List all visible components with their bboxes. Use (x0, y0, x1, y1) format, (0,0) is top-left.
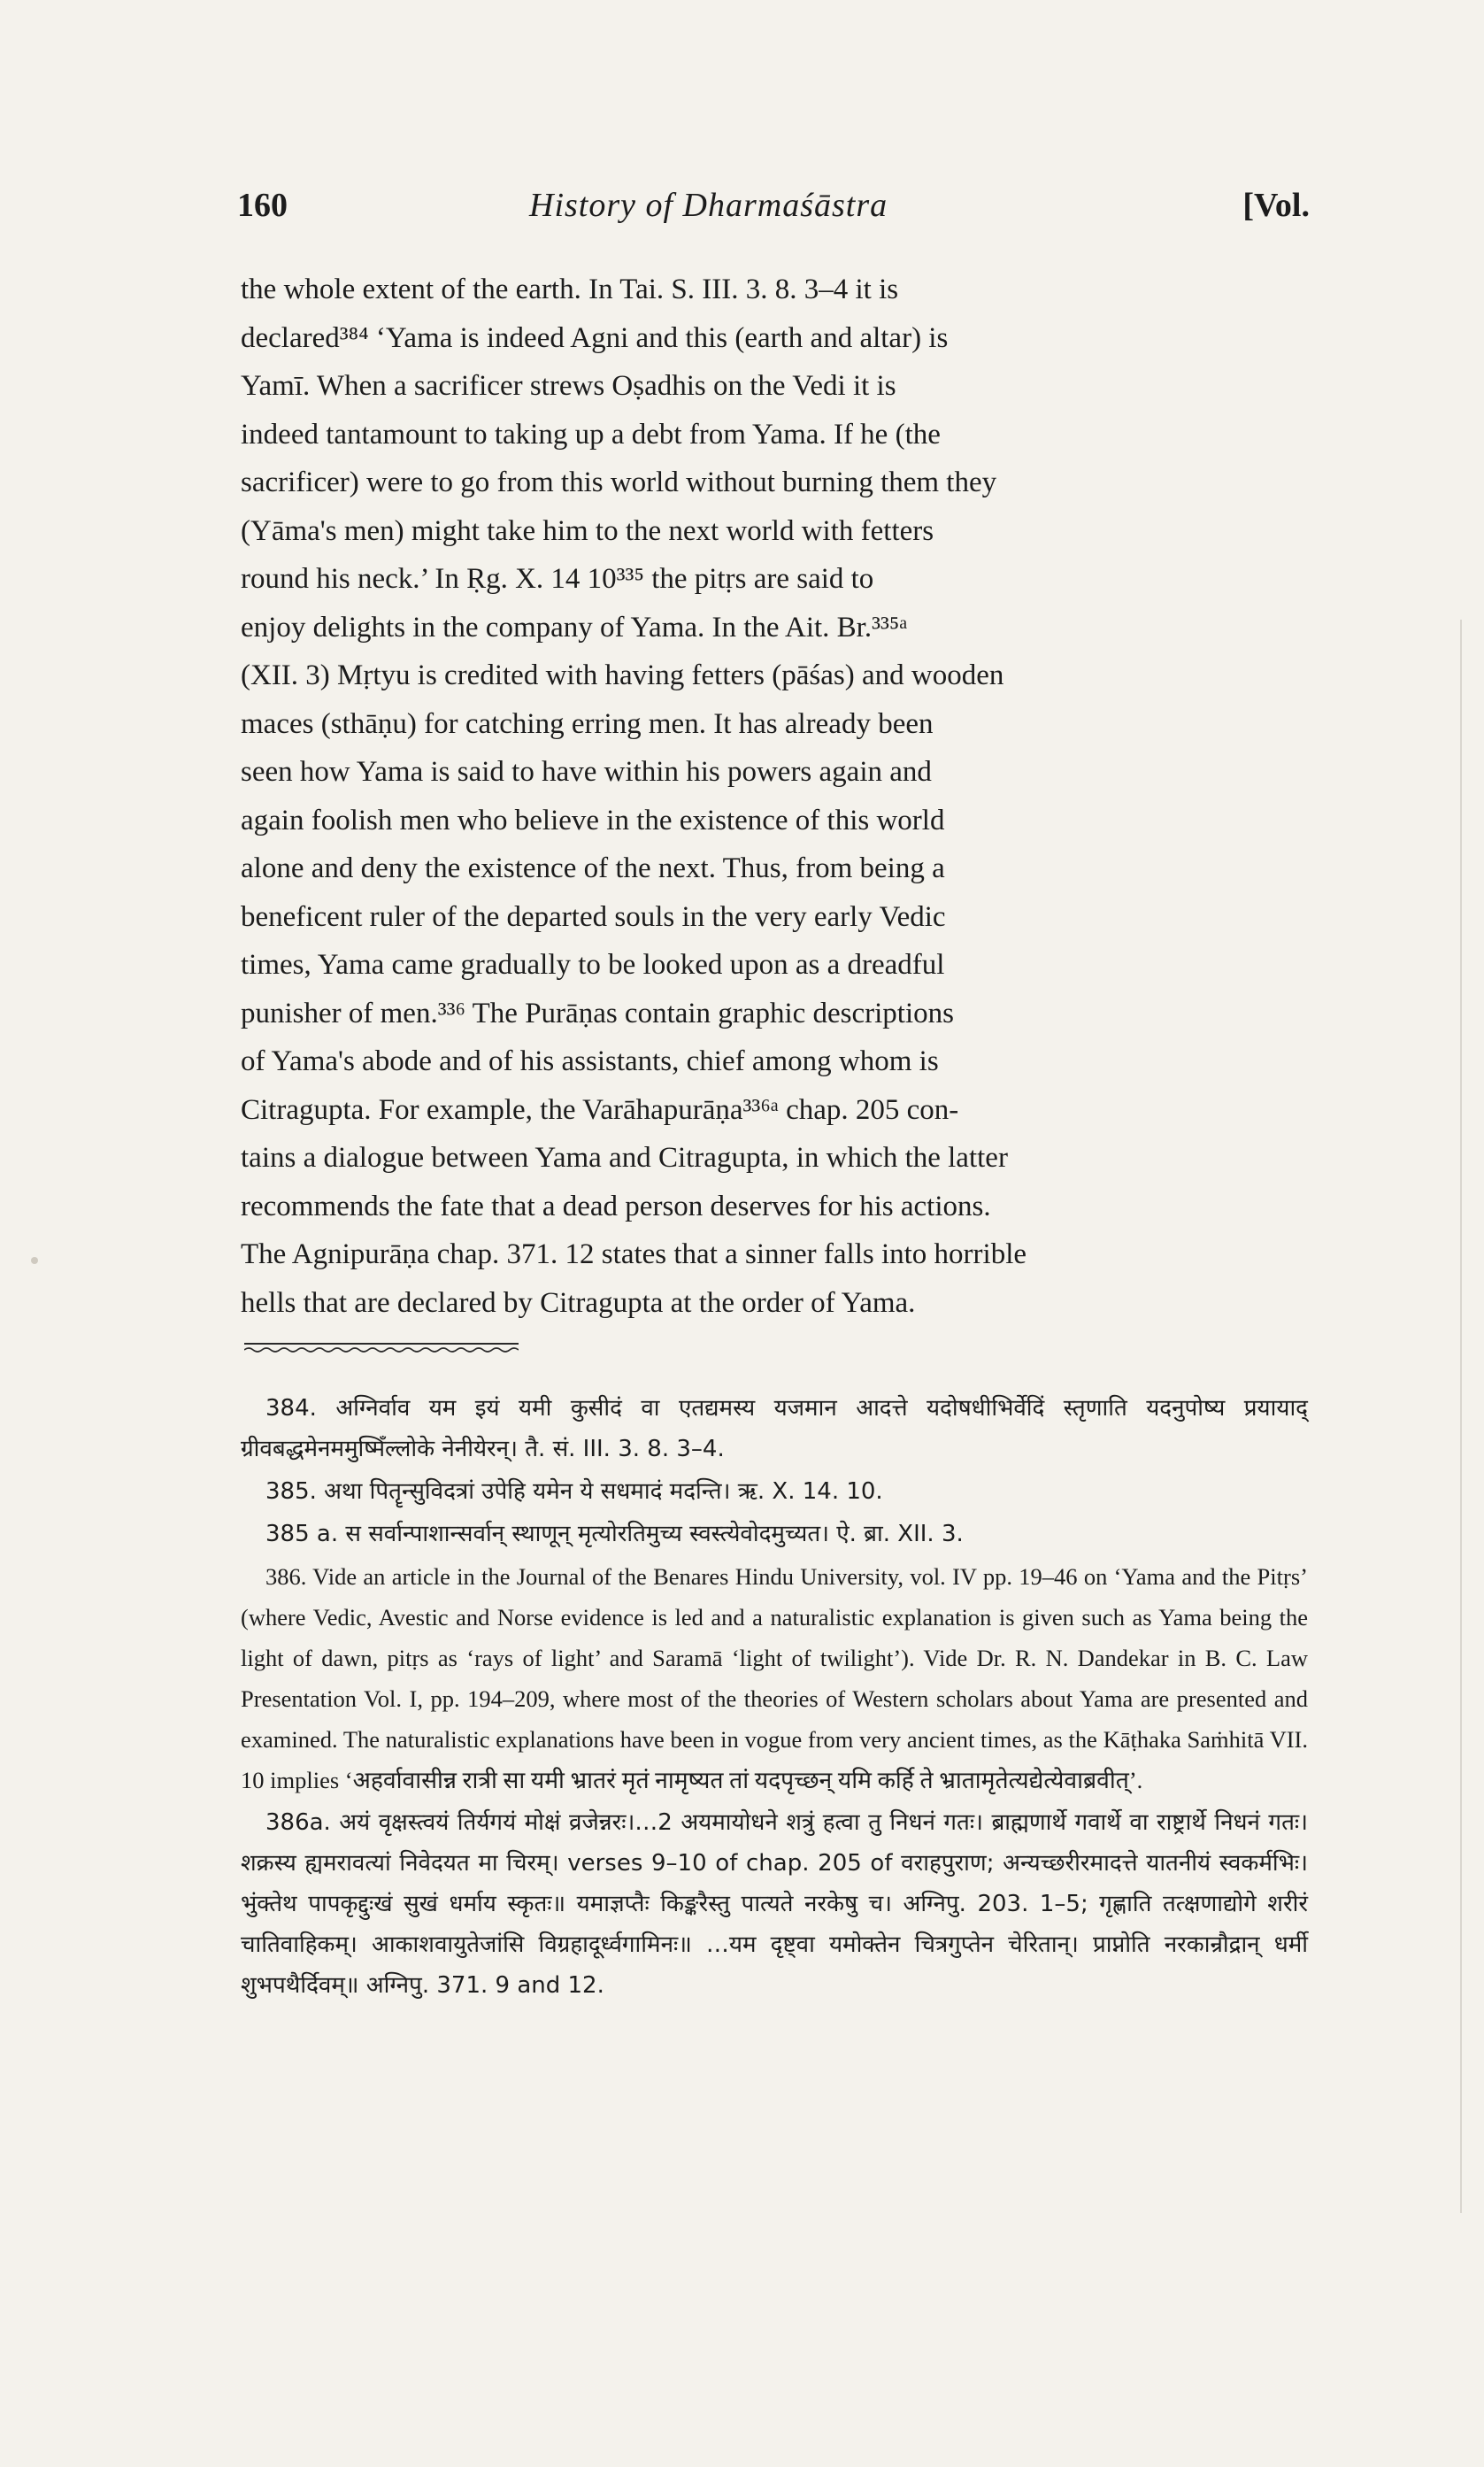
page-number: 160 (237, 187, 288, 224)
body-line: Yamī. When a sacrificer strews Oṣadhis on the Vedi it is (241, 370, 896, 402)
body-line: sacrificer) were to go from this world without burning them they (241, 466, 997, 498)
footnote-separator-rule (244, 1341, 519, 1353)
footnotes (241, 1388, 1308, 2008)
footnote-386a: 386a. अयं वृक्षस्त्वयं तिर्यगयं मोक्षं व्रजेन्नरः।…2 अयमायोधने शत्रुं हत्वा तु निधनं गतः। ब्राह्मणार्थे गवार्थे वा राष्ट्रार्थे निधनं गतः। शक्रस्य ह्यमरावत्यां निवेदयत मा चिरम्। verses 9–10 of chap. 205 of वराहपुराण; अन्यच्छरीरमादत्ते यातनीयं स्वकर्मभिः। भुंक्तेथ पापकृद्दुःखं सुखं धर्माय स्कृतः॥ यमाज्ञप्तैः किङ्करैस्तु पात्यते नरकेषु च। अग्निपु. 203. 1–5; गृह्णाति तत्क्षणाद्योगे शरीरं चातिवाहिकम्। आकाशवायुतेजांसि विग्रहादूर्ध्वगामिनः॥ …यम दृष्ट्वा यमोक्तेन चित्रगुप्तेन चेरितान्। प्राप्नोति नरकान्रौद्रान् धर्मी शुभपथैर्दिवम्॥ अग्निपु. 371. 9 and 12. (241, 1809, 1308, 1999)
body-line: round his neck.’ In Ṛg. X. 14 10³³⁵ the pitṛs are said to (241, 563, 874, 595)
body-line: Citragupta. For example, the Varāhapurāṇa³³⁶ᵃ chap. 205 con- (241, 1093, 959, 1126)
body-line: of Yama's abode and of his assistants, chief among whom is (241, 1045, 939, 1077)
page-header (237, 186, 1310, 239)
body-line: alone and deny the existence of the next. Thus, from being a (241, 852, 945, 884)
body-line: hells that are declared by Citragupta at the order of Yama. (241, 1286, 916, 1319)
body-line: declared³⁸⁴ ‘Yama is indeed Agni and this (earth and altar) is (241, 321, 949, 354)
scan-speck (31, 1257, 38, 1264)
running-title: History of Dharmaśāstra (529, 187, 888, 224)
footnote-385a: 385 a. स सर्वान्पाशान्सर्वान् स्थाणून् मृत्योरतिमुच्य स्वस्त्येवोदमुच्यत। ऐ. ब्रा. XII. 3. (265, 1521, 964, 1547)
body-line: (Yāma's men) might take him to the next world with fetters (241, 514, 934, 547)
body-line: beneficent ruler of the departed souls in the very early Vedic (241, 900, 946, 933)
body-line: tains a dialogue between Yama and Citragupta, in which the latter (241, 1142, 1008, 1174)
body-line: maces (sthāṇu) for catching erring men. It has already been (241, 707, 934, 740)
body-line: (XII. 3) Mṛtyu is credited with having fetters (pāśas) and wooden (241, 659, 1004, 691)
footnote-386: 386. Vide an article in the Journal of the Benares Hindu University, vol. IV pp. 19–46 on ‘Yama and the Pitṛs’ (where Vedic, Avestic and Norse evidence is led and a naturalistic explanation is given such as Yama being the light of dawn, pitṛs as ‘rays of light’ and Saramā ‘light of twilight’). Vide Dr. R. N. Dandekar in B. C. Law Presentation Vol. I, pp. 194–209, where most of the theories of Western scholars about Yama are presented and examined. The naturalistic explanations have been in vogue from very ancient times, as the Kāṭhaka Saṁhitā VII. 10 implies ‘अहर्वावासीन्न रात्री सा यमी भ्रातरं मृतं नामृष्यत तां यदपृच्छन् यमि कर्हि ते भ्रातामृतेत्यद्येत्येवाब्रवीत्’. (241, 1563, 1308, 1793)
volume-mark: [Vol. (1242, 187, 1310, 224)
footnote-385: 385. अथा पितॄन्सुविदत्रां उपेहि यमेन ये सधमादं मदन्ति। ऋ. X. 14. 10. (265, 1478, 883, 1505)
body-line: The Agnipurāṇa chap. 371. 12 states that a sinner falls into horrible (241, 1238, 1027, 1270)
body-line: indeed tantamount to taking up a debt from Yama. If he (the (241, 418, 941, 451)
footnote-384: 384. अग्निर्वाव यम इयं यमी कुसीदं वा एतद्यमस्य यजमान आदत्ते यदोषधीभिर्वेदिं स्तृणाति यदनुपोष्य प्रयायाद् ग्रीवबद्धमेनममुष्मिँल्लोके नेनीयेरन्। तै. सं. III. 3. 8. 3–4. (241, 1395, 1308, 1462)
body-line: recommends the fate that a dead person deserves for his actions. (241, 1190, 991, 1222)
page-edge-shadow (1460, 620, 1462, 2213)
body-line: again foolish men who believe in the existence of this world (241, 804, 945, 836)
body-line: punisher of men.³³⁶ The Purāṇas contain graphic descriptions (241, 997, 954, 1029)
main-text (241, 266, 1308, 1327)
body-line: enjoy delights in the company of Yama. In the Ait. Br.³³⁵ᵃ (241, 611, 908, 644)
body-line: seen how Yama is said to have within his powers again and (241, 756, 932, 788)
body-line: the whole extent of the earth. In Tai. S. III. 3. 8. 3–4 it is (241, 274, 899, 305)
body-line: times, Yama came gradually to be looked upon as a dreadful (241, 949, 945, 981)
